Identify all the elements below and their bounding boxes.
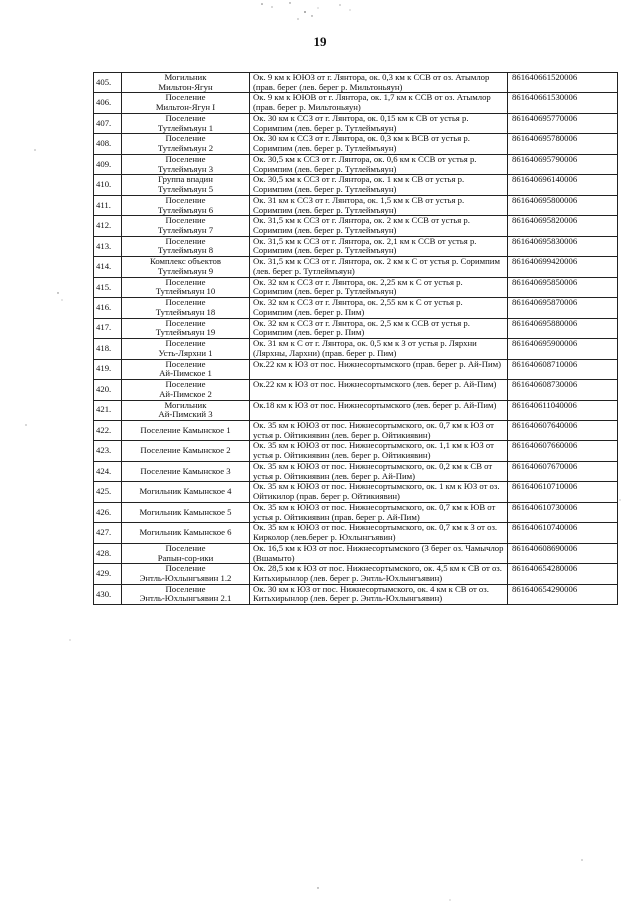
object-name: Поселение Тутлеймъяун 10 (122, 277, 250, 297)
table-row (94, 298, 618, 318)
object-location: Ок. 31,5 км к ССЗ от г. Лянтора, ок. 2,1 км к ССВ от устья р. Соримпим (лев. берег р. Тутлеймъяун) (250, 236, 508, 256)
table-row (94, 380, 618, 400)
table-row (94, 523, 618, 543)
object-name: Поселение Тутлеймъяун 6 (122, 195, 250, 215)
registry-code: 861640661530006 (508, 93, 618, 113)
registry-code: 861640699420006 (508, 257, 618, 277)
row-number: 409. (94, 154, 122, 174)
object-name: Поселение Усть-Лярхни 1 (122, 339, 250, 359)
table-row (94, 420, 618, 440)
object-location: Ок. 35 км к ЮЮЗ от пос. Нижнесортымского, ок. 0,7 км к ЮЗ от устья р. Ойтикиявин (лев. берег р. Ойтикиявин) (250, 420, 508, 440)
row-number: 406. (94, 93, 122, 113)
registry-code: 861640696140006 (508, 175, 618, 195)
row-number: 410. (94, 175, 122, 195)
row-number: 425. (94, 482, 122, 502)
registry-code: 861640695800006 (508, 195, 618, 215)
registry-code: 861640611040006 (508, 400, 618, 420)
registry-code: 861640695790006 (508, 154, 618, 174)
table-row (94, 93, 618, 113)
table-row (94, 482, 618, 502)
object-location: Ок. 31 км к С от г. Лянтора, ок. 0,5 км к З от устья р. Лярхни (Лярхны, Лархни) (прав. берег р. Пим) (250, 339, 508, 359)
table-row (94, 195, 618, 215)
object-location: Ок. 30,5 км к ССЗ от г. Лянтора, ок. 0,6 км к ССВ от устья р. Соримпим (лев. берег р. Тутлеймъяун) (250, 154, 508, 174)
object-name: Поселение Камынское 3 (122, 461, 250, 481)
registry-code: 861640610740006 (508, 523, 618, 543)
object-location: Ок. 35 км к ЮЮЗ от пос. Нижнесортымского, ок. 0,2 км к СВ от устья р. Ойтикиявин (лев. берег р. Ай-Пим) (250, 461, 508, 481)
row-number: 421. (94, 400, 122, 420)
object-name: Могильник Камынское 4 (122, 482, 250, 502)
row-number: 428. (94, 543, 122, 563)
object-location: Ок. 30,5 км к ССЗ от г. Лянтора, ок. 1 км к СВ от устья р. Соримпим (лев. берег р. Тутлеймъяун) (250, 175, 508, 195)
table-row (94, 543, 618, 563)
row-number: 423. (94, 441, 122, 461)
object-location: Ок. 31,5 км к ССЗ от г. Лянтора, ок. 2 км к ССВ от устья р. Соримпим (лев. берег р. Тутлеймъяун) (250, 216, 508, 236)
heritage-registry-table (93, 72, 618, 605)
object-location: Ок. 32 км к ССЗ от г. Лянтора, ок. 2,55 км к С от устья р. Соримпим (лев. берег р. Пим) (250, 298, 508, 318)
object-location: Ок. 31,5 км к ССЗ от г. Лянтора, ок. 2 км к С от устья р. Соримпим (лев. берег р. Тутлеймъяун) (250, 257, 508, 277)
registry-code: 861640695780006 (508, 134, 618, 154)
registry-code: 861640695850006 (508, 277, 618, 297)
row-number: 411. (94, 195, 122, 215)
row-number: 427. (94, 523, 122, 543)
table-row (94, 400, 618, 420)
table-row (94, 584, 618, 604)
table-row (94, 113, 618, 133)
row-number: 407. (94, 113, 122, 133)
object-location: Ок.18 км к ЮЗ от пос. Нижнесортымского (лев. берег р. Ай-Пим) (250, 400, 508, 420)
object-location: Ок. 9 км к ЮЮЗ от г. Лянтора, ок. 0,3 км к ССВ от оз. Атымлор (прав. берег (лев. берег р. Мильтоньяун) (250, 73, 508, 93)
row-number: 412. (94, 216, 122, 236)
object-location: Ок. 31 км к ССЗ от г. Лянтора, ок. 1,5 км к СВ от устья р. Соримпим (лев. берег р. Тутлеймъяун) (250, 195, 508, 215)
row-number: 417. (94, 318, 122, 338)
object-name: Поселение Тутлеймъяун 8 (122, 236, 250, 256)
object-name: Поселение Тутлеймъяун 3 (122, 154, 250, 174)
object-location: Ок.22 км к ЮЗ от пос. Нижнесортымского (прав. берег р. Ай-Пим) (250, 359, 508, 379)
object-location: Ок. 30 км к ССЗ от г. Лянтора, ок. 0,15 км к СВ от устья р. Соримпим (лев. берег р. Тутлеймъяун) (250, 113, 508, 133)
object-location: Ок. 9 км к ЮЮВ от г. Лянтора, ок. 1,7 км к ССВ от оз. Атымлор (прав. берег р. Мильтоньяун) (250, 93, 508, 113)
object-name: Поселение Тутлеймъяун 2 (122, 134, 250, 154)
object-name: Группа впадин Тутлеймъяун 5 (122, 175, 250, 195)
row-number: 420. (94, 380, 122, 400)
registry-code: 861640607640006 (508, 420, 618, 440)
registry-code: 861640654280006 (508, 564, 618, 584)
row-number: 418. (94, 339, 122, 359)
table-row (94, 359, 618, 379)
registry-code: 861640695830006 (508, 236, 618, 256)
object-name: Поселение Мильтон-Ягун I (122, 93, 250, 113)
registry-code: 861640695770006 (508, 113, 618, 133)
registry-code: 861640608690006 (508, 543, 618, 563)
registry-code: 861640654290006 (508, 584, 618, 604)
object-name: Поселение Тутлеймъяун 19 (122, 318, 250, 338)
table-row (94, 277, 618, 297)
table-row (94, 236, 618, 256)
row-number: 429. (94, 564, 122, 584)
registry-code: 861640608710006 (508, 359, 618, 379)
object-name: Могильник Камынское 5 (122, 502, 250, 522)
object-name: Могильник Камынское 6 (122, 523, 250, 543)
object-location: Ок. 30 км к ЮЗ от пос. Нижнесортымского, ок. 4 км к СВ от оз. Китьхирынлор (лев. берег р. Энтль-Юхлынгъявин) (250, 584, 508, 604)
registry-code: 861640695820006 (508, 216, 618, 236)
table-row (94, 73, 618, 93)
object-location: Ок. 30 км к ССЗ от г. Лянтора, ок. 0,3 км к ВСВ от устья р. Соримпим (лев. берег р. Тутлеймъяун) (250, 134, 508, 154)
object-location: Ок. 32 км к ССЗ от г. Лянтора, ок. 2,25 км к С от устья р. Соримпим (лев. берег р. Тутлеймъяун) (250, 277, 508, 297)
table-row (94, 154, 618, 174)
object-name: Поселение Ай-Пимское 2 (122, 380, 250, 400)
object-location: Ок. 35 км к ЮЮЗ от пос. Нижнесортымского, ок. 1,1 км к ЮЗ от устья р. Ойтикиявин (лев. берег р. Ойтикиявин) (250, 441, 508, 461)
object-location: Ок. 32 км к ССЗ от г. Лянтора, ок. 2,5 км к ССВ от устья р. Соримпим (лев. берег р. Пим) (250, 318, 508, 338)
row-number: 405. (94, 73, 122, 93)
table-row (94, 175, 618, 195)
object-location: Ок. 35 км к ЮЮЗ от пос. Нижнесортымского, ок. 0,7 км к З от оз. Кирколор (лев.берег р. Юхлынгъявин) (250, 523, 508, 543)
registry-code: 861640610710006 (508, 482, 618, 502)
table-row (94, 461, 618, 481)
table-row (94, 134, 618, 154)
row-number: 416. (94, 298, 122, 318)
row-number: 408. (94, 134, 122, 154)
table-row (94, 339, 618, 359)
object-name: Поселение Ай-Пимское 1 (122, 359, 250, 379)
registry-code: 861640608730006 (508, 380, 618, 400)
object-location: Ок.22 км к ЮЗ от пос. Нижнесортымского (лев. берег р. Ай-Пим) (250, 380, 508, 400)
page-number: 19 (313, 34, 327, 49)
object-name: Поселение Энтль-Юхлынгъявин 2.1 (122, 584, 250, 604)
object-name: Могильник Мильтон-Ягун (122, 73, 250, 93)
registry-code: 861640695900006 (508, 339, 618, 359)
table-row (94, 216, 618, 236)
row-number: 415. (94, 277, 122, 297)
table-row (94, 502, 618, 522)
object-name: Комплекс объектов Тутлеймъяун 9 (122, 257, 250, 277)
object-name: Поселение Рапын-сор-ики (122, 543, 250, 563)
object-name: Могильник Ай-Пимский 3 (122, 400, 250, 420)
row-number: 424. (94, 461, 122, 481)
row-number: 422. (94, 420, 122, 440)
object-location: Ок. 16,5 км к ЮЗ от пос. Нижнесортымского (З берег оз. Чамычлор (Вшамыто) (250, 543, 508, 563)
registry-body (94, 73, 618, 605)
object-location: Ок. 35 км к ЮЮЗ от пос. Нижнесортымского, ок. 1 км к ЮЗ от оз. Ойтикилор (прав. берег р. Ойтикиявин) (250, 482, 508, 502)
table-row (94, 564, 618, 584)
row-number: 419. (94, 359, 122, 379)
object-name: Поселение Камынское 2 (122, 441, 250, 461)
object-name: Поселение Тутлеймъяун 7 (122, 216, 250, 236)
registry-code: 861640610730006 (508, 502, 618, 522)
object-location: Ок. 35 км к ЮЮЗ от пос. Нижнесортымского, ок. 0,7 км к ЮВ от устья р. Ойтикиявин (прав. берег р. Ай-Пим) (250, 502, 508, 522)
row-number: 426. (94, 502, 122, 522)
table-row (94, 441, 618, 461)
registry-code: 861640695880006 (508, 318, 618, 338)
table-row (94, 257, 618, 277)
table-row (94, 318, 618, 338)
registry-code: 861640607660006 (508, 441, 618, 461)
registry-code: 861640695870006 (508, 298, 618, 318)
registry-code: 861640607670006 (508, 461, 618, 481)
object-name: Поселение Тутлеймъяун 1 (122, 113, 250, 133)
row-number: 430. (94, 584, 122, 604)
object-name: Поселение Камынское 1 (122, 420, 250, 440)
registry-code: 861640661520006 (508, 73, 618, 93)
object-location: Ок. 28,5 км к ЮЗ от пос. Нижнесортымского, ок. 4,5 км к СВ от оз. Китьхирынлор (лев. берег р. Энтль-Юхлынгъявин) (250, 564, 508, 584)
object-name: Поселение Энтль-Юхлынгъявин 1.2 (122, 564, 250, 584)
row-number: 414. (94, 257, 122, 277)
row-number: 413. (94, 236, 122, 256)
object-name: Поселение Тутлеймъяун 18 (122, 298, 250, 318)
